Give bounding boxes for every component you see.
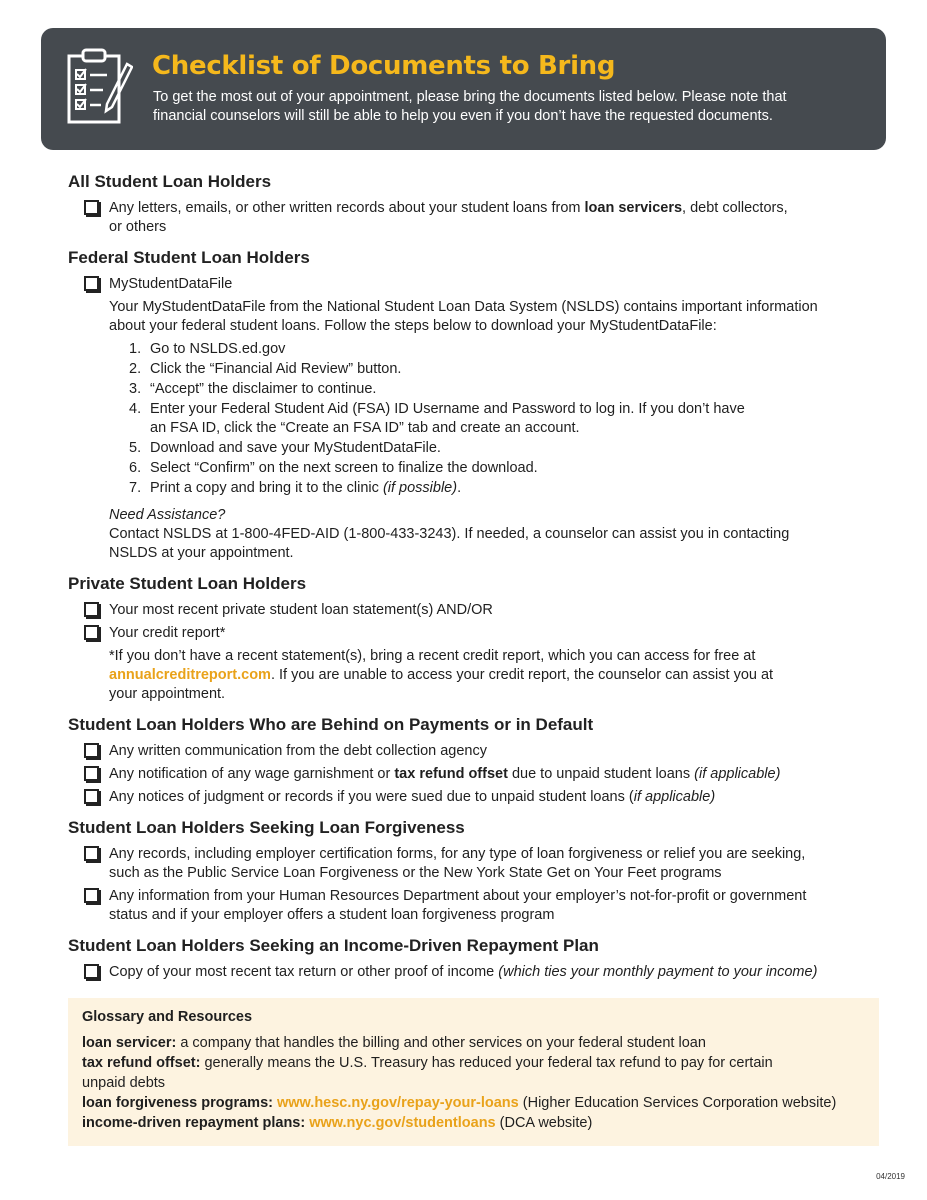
federal-description: Your MyStudentDataFile from the National Student Loan Data System (NSLDS) contains important information about your federal student loans. Follow the steps below to download your MyStudentDataFile:	[109, 299, 818, 334]
page-subtitle: To get the most out of your appointment, please bring the documents listed below. Please note that financial counselors will still be able to help you even if you don’t have the requested documents.	[153, 89, 787, 124]
section-title: Student Loan Holders Seeking Loan Forgiveness	[68, 818, 465, 837]
section-title: Federal Student Loan Holders	[68, 248, 310, 267]
checklist-item: Any letters, emails, or other written records about your student loans from loan servicers, debt collectors, or others	[68, 199, 868, 237]
section-title: Student Loan Holders Seeking an Income-Driven Repayment Plan	[68, 936, 599, 955]
nyc-studentloans-link[interactable]: www.nyc.gov/studentloans	[309, 1115, 496, 1131]
glossary-entry: tax refund offset: generally means the U.S. Treasury has reduced your federal tax refund to pay for certain unpaid debts	[82, 1055, 773, 1091]
section-default-holders	[68, 715, 868, 807]
section-federal-holders	[68, 248, 868, 563]
section-private-holders	[68, 574, 868, 704]
checkbox[interactable]	[84, 846, 99, 861]
checkbox[interactable]	[84, 743, 99, 758]
section-title: Student Loan Holders Who are Behind on Payments or in Default	[68, 715, 594, 734]
document-date: 04/2019	[876, 1172, 905, 1181]
checkbox[interactable]	[84, 789, 99, 804]
checkbox[interactable]	[84, 888, 99, 903]
section-forgiveness-holders	[68, 818, 868, 925]
step-item: 2. Click the “Financial Aid Review” button.	[129, 361, 402, 377]
checklist-item: MyStudentDataFile	[68, 275, 868, 294]
section-idr-holders	[68, 936, 868, 982]
checklist-item: Any notification of any wage garnishment or tax refund offset due to unpaid student loans (if applicable)	[68, 765, 868, 784]
checklist-item: Any information from your Human Resources Department about your employer’s not-for-profit or government status and if your employer offers a student loan forgiveness program	[68, 887, 868, 925]
step-item: 7. Print a copy and bring it to the clinic (if possible).	[129, 480, 462, 496]
checkbox[interactable]	[84, 964, 99, 979]
hesc-link[interactable]: www.hesc.ny.gov/repay-your-loans	[277, 1095, 519, 1111]
checklist-item: Your credit report*	[68, 624, 868, 643]
checklist-item: Any records, including employer certification forms, for any type of loan forgiveness or relief you are seeking, such as the Public Service Loan Forgiveness or the New York State Get on Your Feet programs	[68, 845, 868, 883]
page-title: Checklist of Documents to Bring	[152, 51, 616, 81]
glossary-entry: income-driven repayment plans: www.nyc.gov/studentloans (DCA website)	[82, 1115, 593, 1131]
step-item: 5. Download and save your MyStudentDataFile.	[129, 440, 441, 456]
clipboard-checklist-icon	[61, 46, 133, 130]
credit-report-note: *If you don’t have a recent statement(s), bring a recent credit report, which you can access for free at annualcreditreport.com. If you are unable to access your credit report, the counselor can assist you at your appointment.	[109, 648, 774, 702]
annualcreditreport-link[interactable]: annualcreditreport.com	[109, 667, 271, 683]
checkbox[interactable]	[84, 602, 99, 617]
step-item: 6. Select “Confirm” on the next screen to finalize the download.	[129, 460, 538, 476]
checklist-item: Your most recent private student loan statement(s) AND/OR	[68, 601, 868, 620]
glossary-entry: loan forgiveness programs: www.hesc.ny.gov/repay-your-loans (Higher Education Services Corporation website)	[82, 1095, 837, 1111]
section-all-holders	[68, 172, 868, 237]
checkbox[interactable]	[84, 766, 99, 781]
checkbox[interactable]	[84, 200, 99, 215]
checklist-content	[68, 172, 868, 993]
checkbox[interactable]	[84, 276, 99, 291]
step-item: 4. Enter your Federal Student Aid (FSA) ID Username and Password to log in. If you don’t have an FSA ID, click the “Create an FSA ID” tab and create an account.	[129, 401, 745, 436]
checklist-item: Any notices of judgment or records if you were sued due to unpaid student loans (if applicable)	[68, 788, 868, 807]
assistance-note: Need Assistance? Contact NSLDS at 1-800-4FED-AID (1-800-433-3243). If needed, a counselor can assist you in contacting NSLDS at your appointment.	[109, 507, 790, 561]
section-title: Private Student Loan Holders	[68, 574, 307, 593]
steps-list	[68, 340, 868, 498]
glossary-title: Glossary and Resources	[82, 1009, 253, 1025]
glossary-entry: loan servicer: a company that handles the billing and other services on your federal student loan	[82, 1035, 706, 1051]
step-item: 1. Go to NSLDS.ed.gov	[129, 341, 286, 357]
section-title: All Student Loan Holders	[68, 172, 272, 191]
glossary-box	[68, 998, 879, 1146]
checkbox[interactable]	[84, 625, 99, 640]
checklist-item: Copy of your most recent tax return or other proof of income (which ties your monthly payment to your income)	[68, 963, 868, 982]
checklist-item: Any written communication from the debt collection agency	[68, 742, 868, 761]
header-banner	[41, 28, 886, 150]
step-item: 3. “Accept” the disclaimer to continue.	[129, 381, 377, 397]
